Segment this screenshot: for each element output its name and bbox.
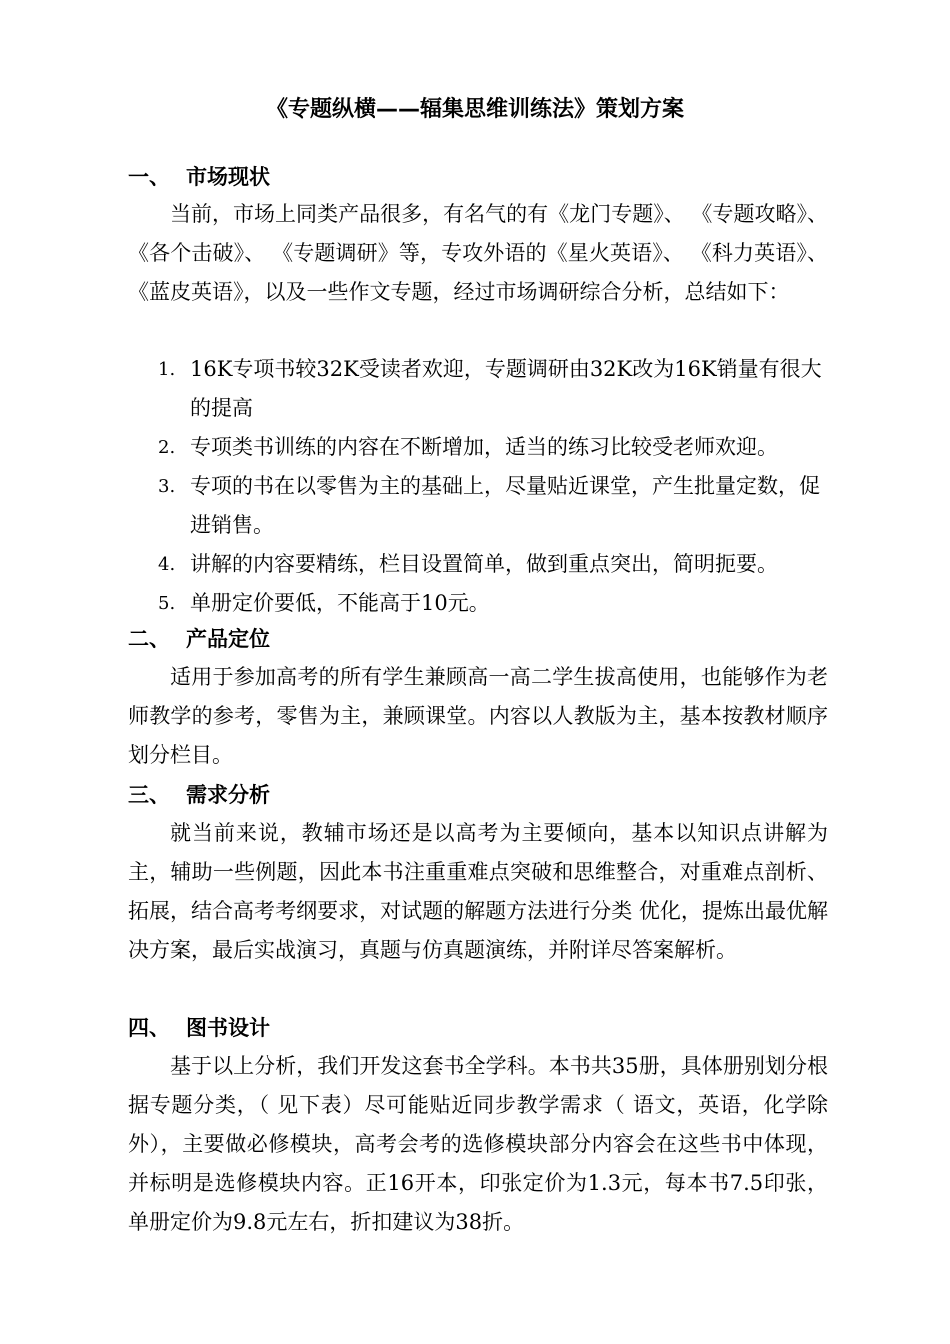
list-item-number: 4.: [158, 554, 176, 575]
summary-list: [128, 350, 828, 623]
section-number: 三、: [128, 783, 170, 807]
list-item: [128, 350, 828, 428]
section-title: 图书设计: [186, 1016, 270, 1040]
list-item-text: 单册定价要低，不能高于10元。: [190, 591, 490, 615]
section-heading-demand-analysis: [128, 778, 270, 812]
section-title: 市场现状: [186, 165, 270, 189]
section-number: 四、: [128, 1016, 170, 1040]
list-item: [128, 428, 828, 467]
document-title: 《专题纵横——辐集思维训练法》策划方案: [265, 97, 684, 122]
list-item-text: 专项的书在以零售为主的基础上，尽量贴近课堂，产生批量定数，促进销售。: [190, 474, 820, 537]
list-item: [128, 584, 828, 623]
section-heading-market-status: [128, 160, 270, 194]
list-item-text: 专项类书训练的内容在不断增加，适当的练习比较受老师欢迎。: [190, 435, 778, 459]
section-paragraph-market-status: 当前，市场上同类产品很多，有名气的有《龙门专题》、 《专题攻略》、 《各个击破》、 《专题调研》等，专攻外语的《星火英语》、 《科力英语》、 《蓝皮英语》，以及一些作文专题，经过市场调研综合分析，总结如下：: [128, 202, 828, 304]
section-number: 一、: [128, 165, 170, 189]
section-heading-product-positioning: [128, 622, 270, 656]
list-item-number: 1.: [158, 359, 176, 380]
list-item-number: 2.: [158, 437, 176, 458]
section-number: 二、: [128, 627, 170, 651]
list-item-number: 5.: [158, 593, 176, 614]
list-item-text: 16K专项书较32K受读者欢迎，专题调研由32K改为16K销量有很大的提高: [190, 357, 822, 420]
section-heading-book-design: [128, 1011, 270, 1045]
section-paragraph-product-positioning: 适用于参加高考的所有学生兼顾高一高二学生拔高使用，也能够作为老师教学的参考，零售为主，兼顾课堂。内容以人教版为主，基本按教材顺序划分栏目。: [128, 665, 828, 767]
list-item-text: 讲解的内容要精练，栏目设置简单，做到重点突出，简明扼要。: [190, 552, 778, 576]
section-title: 需求分析: [186, 783, 270, 807]
list-item: [128, 545, 828, 584]
section-title: 产品定位: [186, 627, 270, 651]
section-paragraph-demand-analysis: 就当前来说，教辅市场还是以高考为主要倾向，基本以知识点讲解为主，辅助一些例题，因此本书注重重难点突破和思维整合，对重难点剖析、 拓展，结合高考考纲要求，对试题的解题方法进行分类 优化，提炼出最优解决方案，最后实战演习，真题与仿真题演练，并附详尽答案解析。: [128, 821, 828, 962]
list-item-number: 3.: [158, 476, 176, 497]
list-item: [128, 467, 828, 545]
section-paragraph-book-design: 基于以上分析，我们开发这套书全学科。本书共35册，具体册别划分根据专题分类，（ 见下表）尽可能贴近同步教学需求（ 语文，英语，化学除外），主要做必修模块，高考会考的选修模块部分内容会在这些书中体现，并标明是选修模块内容。正16开本，印张定价为1.3元，每本书7.5印张，单册定价为9.8元左右，折扣建议为38折。: [128, 1054, 828, 1234]
